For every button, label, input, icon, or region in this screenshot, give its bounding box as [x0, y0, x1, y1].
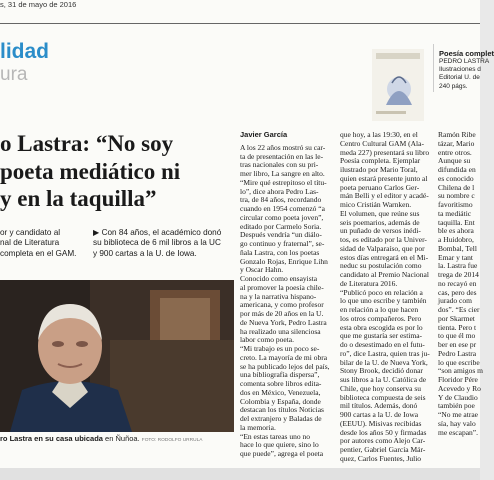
text-line: circular como poeta joven”, — [240, 212, 324, 222]
text-line: al promover la poesía chile- — [240, 282, 324, 292]
text-line: “son amigos m — [438, 366, 483, 376]
text-line: me escapan”. — [438, 427, 478, 437]
text-line: mer libro, La sangre en alto. — [240, 169, 325, 178]
text-line: lo que uno escribe y también — [340, 296, 427, 306]
text-line: 900 cartas a la U. de Iowa — [340, 410, 419, 419]
deck-right — [93, 228, 221, 259]
text-line: de Literatura 2016. — [340, 278, 398, 288]
article-column-1 — [240, 131, 330, 459]
text-line: neduc su postulación como — [340, 261, 422, 271]
text-line: ñala Lastra, con los poetas — [240, 247, 320, 257]
headline-line: y en la taquilla” — [0, 186, 157, 212]
text-line: del extranjero y Baladas de — [240, 414, 322, 423]
text-line: ber en ese pr — [438, 340, 477, 349]
text-line: destacan los títulos Noticias — [240, 405, 324, 415]
text-line: Emar y tant — [438, 252, 473, 262]
text-line: que puede”, agrega el poeta — [240, 449, 324, 458]
text-line: Ramón Ribe — [438, 130, 476, 139]
text-line: una bibliografía dispersa”, — [240, 370, 320, 380]
article-column-2 — [340, 131, 432, 464]
byline: Javier García — [240, 130, 288, 139]
text-line: Conocido como ensayista — [240, 274, 318, 283]
caption-bold: ro Lastra en su casa ubicada — [0, 434, 103, 443]
headline — [0, 130, 236, 213]
text-line: esta obra escogida es por lo — [340, 322, 423, 332]
text-line: hace lo que quiere, sino lo — [240, 440, 319, 450]
text-line: su nombre c — [438, 191, 475, 201]
text-line: que me gustaría ser estima- — [340, 331, 423, 341]
text-line: Y de Claudio — [438, 392, 478, 402]
text-line: trega de 2014 — [438, 270, 479, 279]
text-line: Stony Brook, decidió donar — [340, 366, 423, 376]
text-line: por más de 20 años en la U. — [240, 309, 324, 318]
text-line: tázar, Mario — [438, 138, 475, 148]
text-line: entre otros. — [438, 147, 472, 157]
text-line: “No me atrae — [438, 410, 478, 419]
top-rule — [0, 23, 480, 24]
text-line: y Oscar Hahn. — [240, 265, 284, 275]
column-2-text — [340, 131, 432, 464]
section-name: lidad — [0, 40, 50, 63]
text-line: meda 227) presentará su libro — [340, 147, 430, 157]
text-line: poeta peruano Carlos Ger- — [340, 182, 420, 192]
deck-line: su biblioteca de 6 mil libros a la UC — [93, 238, 221, 248]
text-line: (EEUU). Misivas recibidas — [340, 418, 422, 428]
book-cover-image — [372, 49, 424, 121]
text-line: difundida en — [438, 165, 476, 174]
text-line: biblioteca compuesta de seis — [340, 392, 426, 402]
text-line: quez, Carlos Fuentes, Julio — [340, 453, 422, 463]
text-line: Bombal, Tell — [438, 243, 477, 253]
book-meta-line: 240 págs. — [439, 82, 468, 90]
text-line: taquilla. Ent — [438, 217, 475, 227]
portrait-illustration — [0, 280, 234, 432]
text-line: to que él mo — [438, 331, 476, 341]
text-line: tra, de 84 años, recordando — [240, 195, 322, 205]
column-1-text — [240, 144, 330, 459]
text-line: la. Lastra fue — [438, 261, 478, 271]
sidebar-divider — [433, 44, 434, 92]
text-line: candidato al Premio Nacional — [340, 270, 429, 279]
book-meta-line: Ilustraciones d — [439, 66, 481, 74]
text-line: “Mire qué estrepitoso el títu- — [240, 177, 327, 187]
portrait-photo — [0, 280, 234, 432]
deck-line: y 900 cartas a la U. de Iowa. — [93, 248, 197, 258]
text-line: ble es ahora — [438, 226, 474, 236]
book-meta-line: Editorial U. de — [439, 74, 480, 82]
text-line: también poe — [438, 401, 475, 411]
caption-rest: en Ñuñoa. — [102, 434, 140, 443]
text-line: seis poemarios, además de — [340, 217, 420, 227]
text-line: na y la narrativa hispano- — [240, 291, 317, 301]
text-line: ta mediátic — [438, 208, 472, 218]
text-line: Después vendría “un diálo- — [240, 230, 322, 240]
text-line: mil títulos. Además, donó — [340, 401, 418, 411]
text-line: “Publicó poco en relación a — [340, 287, 423, 297]
text-line: desde los años 50 y firmadas — [340, 427, 427, 437]
bottom-margin — [0, 468, 480, 480]
text-line: mico Cristián Warnken. — [340, 200, 412, 209]
text-line: tos, es editado por la Univer- — [340, 235, 427, 244]
text-line: Gonzalo Rojas, Enrique Lihn — [240, 256, 328, 266]
photo-caption — [0, 434, 202, 443]
text-line: labor como poeta. — [240, 335, 294, 345]
text-line: americana, y como profesor — [240, 300, 324, 310]
text-line: jurado com — [438, 296, 472, 306]
text-line: comenta sobre libros edita- — [240, 379, 322, 388]
text-line: El volumen, que reúne sus — [340, 208, 420, 218]
text-line: la memoria. — [240, 422, 276, 432]
text-line: lo que escribe — [438, 357, 480, 367]
text-line: los otros compañeros. Pero — [340, 313, 422, 323]
book-meta-line: PEDRO LASTRA — [439, 58, 490, 65]
text-line: bilar de la U. de Nueva York, — [340, 357, 428, 367]
text-line: Centro Cultural GAM (Ala- — [340, 138, 424, 148]
text-line: de Nueva York, Pedro Lastra — [240, 317, 327, 327]
text-line: “Mi trabajo es un poco se- — [240, 344, 320, 353]
headline-line: o Lastra: “No soy — [0, 131, 174, 156]
text-line: cas, pero des — [438, 287, 477, 297]
text-line: quien estará presente junto al — [340, 173, 428, 183]
text-line: tienta. Pero t — [438, 322, 477, 332]
photo-credit: FOTO: RODOLFO URRULA — [141, 438, 203, 443]
text-line: Acevedo y Ro — [438, 383, 481, 393]
book-title: Poesía complet — [439, 49, 494, 58]
text-line: dos”. “Es cier — [438, 305, 480, 314]
text-line: “En estas tareas uno no — [240, 431, 310, 441]
text-line: editado por Carmelo Soria. — [240, 221, 322, 231]
deck-line: nal de Literatura — [0, 238, 60, 248]
text-line: no recayó en — [438, 278, 477, 288]
deck-line: or y candidato al — [0, 228, 61, 237]
text-line: ha realizado una silenciosa — [240, 326, 321, 336]
text-line: do o desestimado en el futu- — [340, 340, 425, 349]
text-line: pentier, Gabriel García Már- — [340, 445, 426, 454]
text-line: es conocido — [438, 173, 474, 183]
text-line: tras nacionales con su pri- — [240, 160, 319, 170]
text-line: sía, hay valo — [438, 418, 476, 428]
text-line: go continuo y fraternal”, se- — [240, 239, 325, 248]
text-line: mán Belli y el editor y acadé- — [340, 191, 429, 201]
text-line: ilustrado por Mario Toral, — [340, 165, 418, 174]
text-line: lo”, dice ahora Pedro Las- — [240, 186, 319, 196]
text-line: Colombia y España, donde — [240, 396, 321, 406]
text-line: estos días entregará en el Mi- — [340, 252, 429, 262]
text-line: en relación a lo que hacen — [340, 305, 419, 314]
text-line: ro”, dice Lastra, quien tras ju- — [340, 348, 430, 358]
book-meta — [439, 58, 489, 91]
text-line: creto. La mayoría de mi obra — [240, 352, 328, 362]
book-cover-illustration — [372, 49, 424, 121]
headline-line: poeta mediático ni — [0, 158, 181, 184]
text-line: Aunque su — [438, 156, 471, 166]
text-line: A los 22 años mostró su car- — [240, 142, 326, 152]
text-line: por autores como Alejo Car- — [340, 436, 426, 446]
text-line: favoritismo — [438, 200, 473, 209]
text-line: se ha publicado lejos del país, — [240, 361, 330, 371]
text-line: sus libros a la U. Católica de — [340, 375, 427, 384]
deck-line: ▶ Con 84 años, el académico donó — [93, 228, 222, 237]
text-line: ta de presentación en las le- — [240, 151, 324, 161]
text-line: Poesía completa. Ejemplar — [340, 156, 421, 166]
text-line: un puñado de versos inédi- — [340, 226, 421, 236]
column-3-text — [438, 131, 484, 437]
text-line: cuando en 1954 comenzó “a — [240, 204, 325, 213]
text-line: que hoy, a las 19:30, en el — [340, 130, 418, 139]
date-line: s, 31 de mayo de 2016 — [0, 0, 77, 9]
article-column-3 — [438, 131, 484, 437]
text-line: Floridor Pére — [438, 375, 478, 384]
text-line: Chilena de l — [438, 182, 475, 192]
text-line: Pedro Lastra — [438, 348, 477, 358]
text-line: sidad de Valparaíso, que por — [340, 243, 425, 253]
text-line: Chile, que hoy conserva su — [340, 383, 422, 393]
deck-line: completa en el GAM. — [0, 248, 77, 258]
text-line: dos en México, Venezuela, — [240, 387, 321, 397]
subsection-name: ura — [0, 64, 28, 85]
text-line: por Skarmet — [438, 313, 475, 323]
deck-left — [0, 228, 76, 259]
text-line: a Huidobro, — [438, 235, 474, 244]
